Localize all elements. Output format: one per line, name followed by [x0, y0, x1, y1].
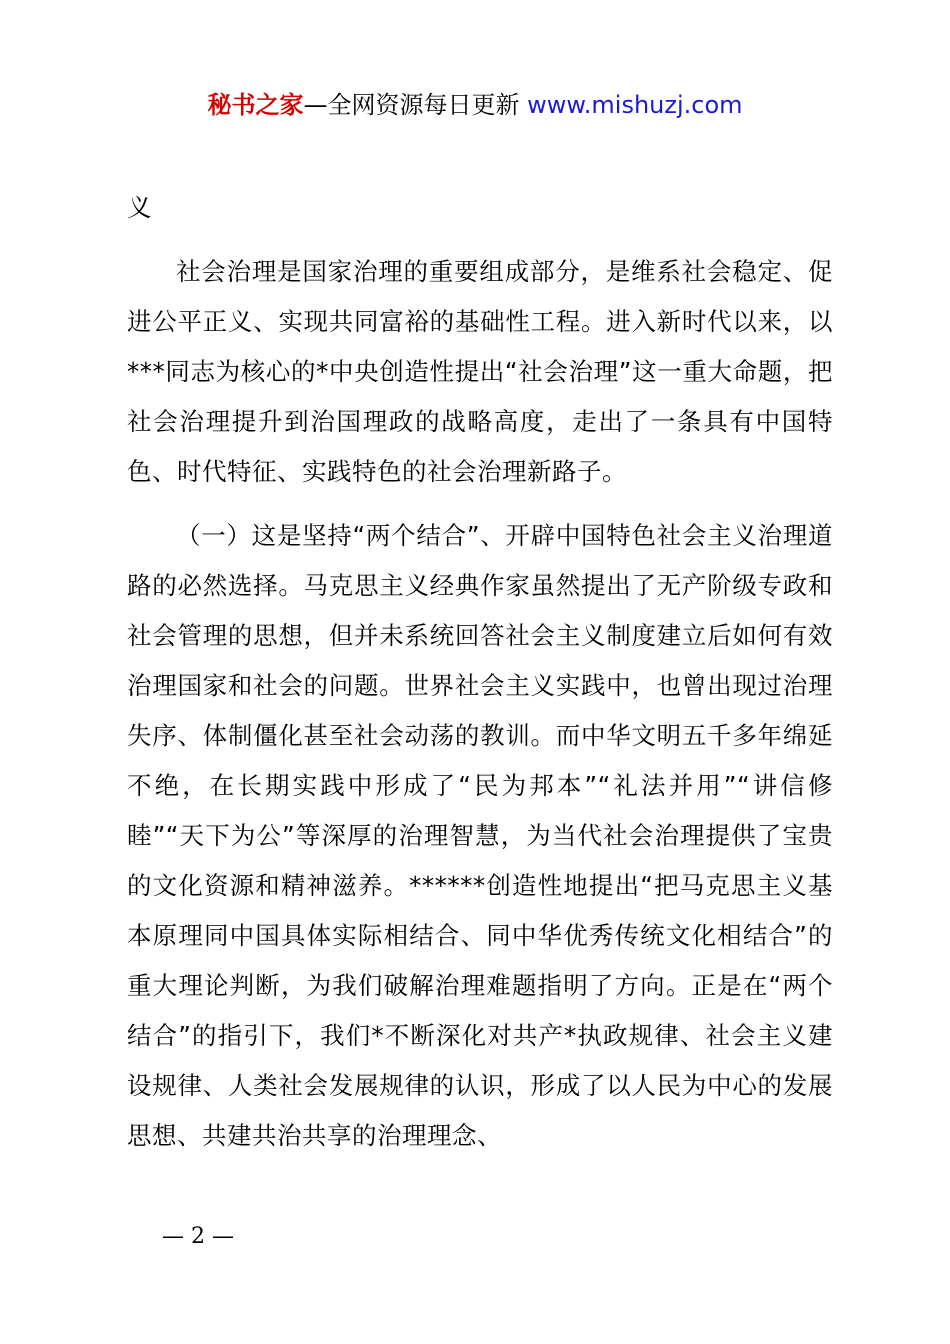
paragraph-continuation: 义 [127, 193, 152, 222]
brand-name: 秘书之家 [207, 91, 304, 119]
site-banner [0, 88, 950, 122]
banner-tagline: —全网资源每日更新 [303, 91, 528, 119]
site-url-link[interactable]: www.mishuzj.com [527, 91, 743, 119]
paragraph-social-governance: 社会治理是国家治理的重要组成部分，是维系社会稳定、促进公平正义、实现共同富裕的基础性工程。进入新时代以来，以***同志为核心的*中央创造性提出“社会治理”这一重大命题，把社会治理提升到治国理政的战略高度，走出了一条具有中国特色、时代特征、实践特色的社会治理新路子。 [127, 257, 833, 486]
document-body [127, 183, 833, 1175]
page-number: — 2 — [162, 1224, 234, 1249]
paragraph-two-integrations: （一）这是坚持“两个结合”、开辟中国特色社会主义治理道路的必然选择。马克思主义经典作家虽然提出了无产阶级专政和社会管理的思想，但并未系统回答社会主义制度建立后如何有效治理国家和社会的问题。世界社会主义实践中，也曾出现过治理失序、体制僵化甚至社会动荡的教训。而中华文明五千多年绵延不绝，在长期实践中形成了“民为邦本”“礼法并用”“讲信修睦”“天下为公”等深厚的治理智慧，为当代社会治理提供了宝贵的文化资源和精神滋养。******创造性地提出“把马克思主义基本原理同中国具体实际相结合、同中华优秀传统文化相结合”的重大理论判断，为我们破解治理难题指明了方向。正是在“两个结合”的指引下，我们*不断深化对共产*执政规律、社会主义建设规律、人类社会发展规律的认识，形成了以人民为中心的发展思想、共建共治共享的治理理念、 [127, 521, 833, 1150]
